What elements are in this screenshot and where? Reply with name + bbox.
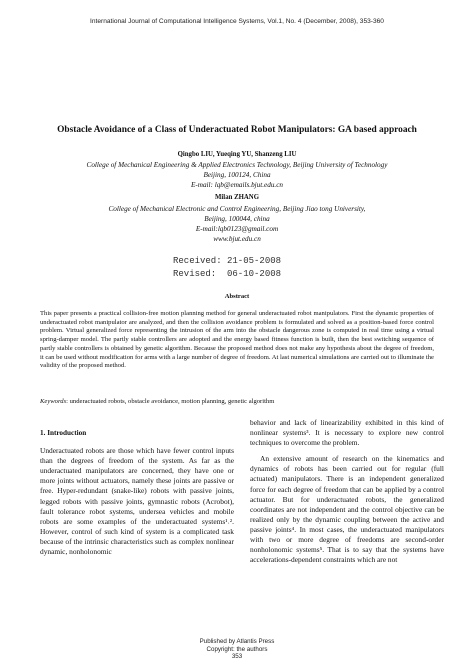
- affiliation-1-line: Beijing, 100124, China: [203, 171, 271, 179]
- author-list-1: Qingbo LIU, Yueqing YU, Shanzeng LIU: [177, 151, 297, 158]
- affiliation-2-email: E-mail:lqb0123@gmail.com: [195, 225, 279, 233]
- affiliation-1-line: College of Mechanical Engineering & Applied Electronics Technology, Beijing University of Technology: [86, 161, 388, 169]
- page-footer: [0, 638, 474, 661]
- abstract-text: This paper presents a practical collision-free motion planning method for general underactuated robot manipulators. First the dynamic properties of underactuated robot manipulator are analyzed, and then the collision avoidance problem is formulated and solved as a position-based force control problem. Virtual generalized force representing the intrusion of the arm into the obstacle dangerous zone is computed in real time using a virtual spring-damper model. The partly stable controllers are adopted and the energy based fitness function is built, then the best switching sequence of partly stable controllers is obtained by genetic algorithm. Because the proposed method does not make any hypothesis about the degree of freedom, it can be used without modification for arms with a large number of degree of freedom. At last numerical simulations are carried out to illuminate the validity of the proposed method.: [40, 310, 434, 370]
- affiliation-2-line: College of Mechanical Electronic and Control Engineering, Beijing Jiao tong University,: [108, 205, 366, 213]
- revised-date: Revised: 06-10-2008: [173, 269, 282, 279]
- publisher-line: Published by Atlantis Press: [199, 638, 275, 645]
- section-heading: 1. Introduction: [40, 429, 87, 437]
- affiliation-2-website: www.bjut.edu.cn: [213, 235, 261, 243]
- left-column: [40, 420, 234, 563]
- abstract-heading: Abstract: [224, 293, 250, 300]
- keywords-label: Keywords: [40, 398, 67, 405]
- paragraph: Underactuated robots are those which have fewer control inputs than the degrees of freedom of the system. As far as the underactuated manipulators are concerned, they have one or more joints without actuators, namely these joints are passive or free. Hyper-redundant (snake-like) robots with passive joints, legged robots with passive joints, gymnastic robots (Acrobot), fault tolerance robot systems, undersea vehicles and mobile robots are some examples of the underactuated systems¹˒². However, control of such kind of system is a complicated task because of the intrinsic characteristics such as complex nonlinear dynamic, nonholonomic: [40, 446, 234, 557]
- paragraph: An extensive amount of research on the kinematics and dynamics of robots has been carried out for regular (full actuated) manipulators. There is an independent generalized force for each degree of freedom that can be applied by a control actuator. But for underactuated robots, the generalized coordinates are not independent and the control objective can be realized only by the dynamic coupling between the active and passive joints⁴. In most cases, the underactuated manipulators with two or more degree of freedoms are second-order nonholonomic systems⁵. That is to say that the systems have accelerations-dependent constraints which are not: [250, 454, 444, 565]
- paragraph: behavior and lack of linearizability exhibited in this kind of nonlinear systems³. It is necessary to explore new control techniques to overcome the problem.: [250, 418, 444, 448]
- received-revised-stamp: [173, 255, 281, 281]
- keywords-text: : underactuated robots, obstacle avoidance, motion planning, genetic algorithm: [66, 398, 275, 405]
- author-list-2: Milan ZHANG: [215, 194, 259, 201]
- page-number: 353: [231, 653, 243, 661]
- right-column: [250, 418, 444, 571]
- affiliation-1-email: E-mail: lqb@emails.bjut.edu.cn: [190, 181, 284, 189]
- received-date: Received: 21-05-2008: [173, 256, 282, 266]
- affiliation-2-line: Beijing, 100044, china: [204, 215, 270, 223]
- paper-title: Obstacle Avoidance of a Class of Underactuated Robot Manipulators: GA based approach: [57, 125, 417, 135]
- affiliation-2: [20, 204, 454, 244]
- copyright-line: Copyright: the authors: [206, 645, 268, 653]
- affiliation-1: [20, 160, 454, 190]
- keywords: [40, 398, 434, 407]
- running-head: International Journal of Computational Intelligence Systems, Vol.1, No. 4 (December, 2008), 353-360: [90, 18, 384, 25]
